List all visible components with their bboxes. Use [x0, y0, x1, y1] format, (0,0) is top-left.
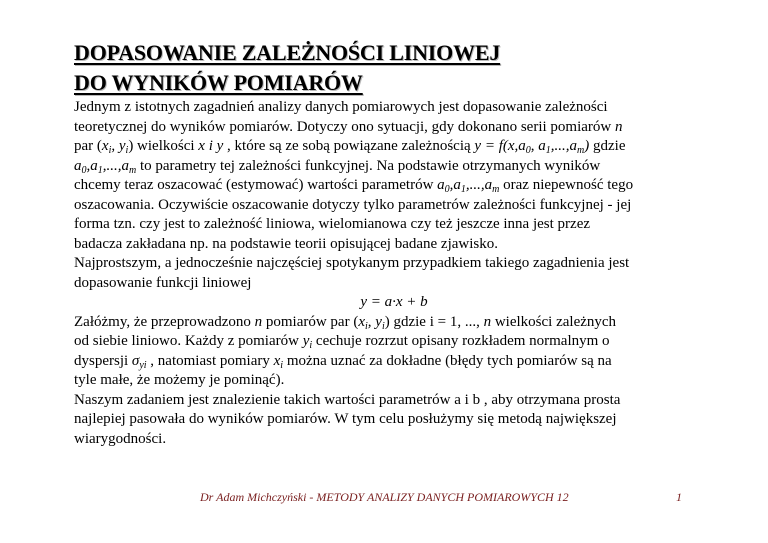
title-line-2: DO WYNIKÓW POMIARÓW — [74, 70, 363, 95]
text-line: Najprostszym, a jednocześnie najczęściej spotykanym przypadkiem takiego zagadnienia jest — [74, 255, 630, 271]
text-line: Jednym z istotnych zagadnień analizy danych pomiarowych jest dopasowanie zależności — [74, 99, 608, 115]
text-line: $a_0,a_1,...,a_m$ to parametry tej zależności funkcyjnej. Na podstawie otrzymanych wyników — [74, 157, 601, 176]
text-line: dopasowanie funkcji liniowej — [74, 274, 252, 291]
text-line: teoretycznej do wyników pomiarów. Dotyczy ono sytuacji, gdy dokonano serii pomiarów n — [74, 118, 623, 135]
title-line-1: DOPASOWANIE ZALEŻNOŚCI LINIOWEJ — [74, 40, 501, 65]
text-line: badacza zakładana np. na podstawie teorii opisującej badane zjawisko. — [74, 235, 498, 252]
text-line: od siebie liniowo. Każdy z pomiarów $y_i$ cechuje rozrzut opisany rozkładem normalnym o — [74, 333, 610, 351]
text-line: par ($x_i$, $y_i$) wielkości x i y , które są ze sobą powiązane zależnością $y = f(x,a_0$, $a_1,...,a_m$) gdzie — [74, 138, 626, 156]
formula: y = a·x + b — [360, 294, 428, 310]
page-title — [74, 38, 500, 98]
text-line: Załóżmy, że przeprowadzono n pomiarów par ($x_i$, $y_i$) gdzie i = 1, ..., n wielkości zależnych — [74, 313, 617, 332]
text-line: forma tzn. czy jest to zależność liniowa, wielomianowa czy też jeszcze inna jest przez — [74, 216, 591, 232]
text-line: chcemy teraz oszacować (estymować) wartości parametrów $a_0,a_1,...,a_m$ oraz niepewność tego — [74, 177, 634, 195]
text-line: dyspersji $\sigma_{yi}$ , natomiast pomiary $x_i$ można uznać za dokładne (błędy tych pomiarów są na — [74, 352, 612, 371]
footer-author: Dr Adam Michczyński - METODY ANALIZY DANYCH POMIAROWYCH 12 — [200, 490, 569, 504]
text-line: najlepiej pasowała do wyników pomiarów. W tym celu posłużymy się metodą największej — [74, 411, 617, 427]
page-number: 1 — [676, 490, 682, 504]
text-line: wiarygodności. — [74, 430, 167, 447]
text-line: tyle małe, że możemy je pominąć). — [74, 372, 285, 388]
body-text — [74, 98, 714, 449]
text-line: Naszym zadaniem jest znalezienie takich wartości parametrów a i b , aby otrzymana prosta — [74, 391, 621, 408]
text-line: oszacowania. Oczywiście oszacowanie dotyczy tylko parametrów zależności funkcyjnej - jej — [74, 196, 632, 213]
